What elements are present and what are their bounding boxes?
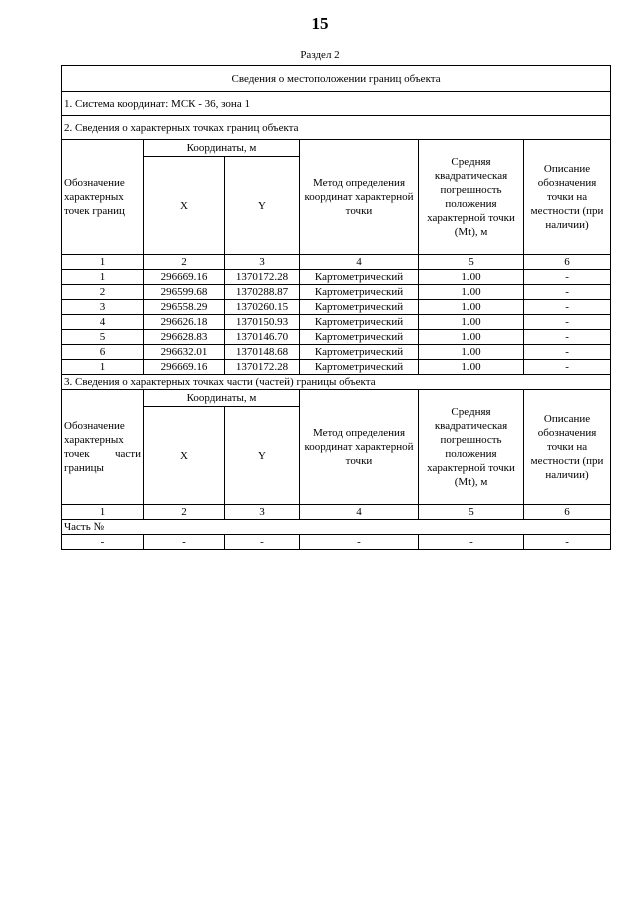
column-number: 1 — [62, 255, 144, 270]
accuracy: - — [419, 535, 524, 550]
method: Картометрический — [300, 330, 419, 345]
description: - — [524, 535, 611, 550]
header-accuracy: Средняя квадратическая погрешность положения характерной точки (Mt), м — [419, 390, 524, 505]
method: Картометрический — [300, 285, 419, 300]
accuracy: 1.00 — [419, 270, 524, 285]
point-id: 3 — [62, 300, 144, 315]
header-designation: Обозначение характерных точек границ — [62, 140, 144, 255]
section3-header-row — [62, 390, 611, 407]
section2-column-numbers — [62, 255, 611, 270]
boundary-table — [61, 65, 611, 550]
section3-title-row — [62, 375, 611, 390]
coord-x: 296669.16 — [144, 360, 225, 375]
header-x: X — [144, 407, 225, 505]
description: - — [524, 330, 611, 345]
header-method: Метод определения координат характерной точки — [300, 390, 419, 505]
coord-x: - — [144, 535, 225, 550]
table-row — [62, 315, 611, 330]
table-title: Сведения о местоположении границ объекта — [62, 66, 611, 92]
method: Картометрический — [300, 300, 419, 315]
description: - — [524, 285, 611, 300]
coord-x: 296669.16 — [144, 270, 225, 285]
method: Картометрический — [300, 315, 419, 330]
table-row — [62, 300, 611, 315]
point-id: 6 — [62, 345, 144, 360]
part-row — [62, 520, 611, 535]
section2-header-row — [62, 140, 611, 157]
coord-y: 1370172.28 — [225, 270, 300, 285]
accuracy: 1.00 — [419, 330, 524, 345]
section2-title-row — [62, 116, 611, 140]
column-number: 4 — [300, 255, 419, 270]
header-accuracy: Средняя квадратическая погрешность положения характерной точки (Mt), м — [419, 140, 524, 255]
part-label: Часть № — [62, 520, 611, 535]
accuracy: 1.00 — [419, 315, 524, 330]
header-coords: Координаты, м — [144, 390, 300, 407]
accuracy: 1.00 — [419, 285, 524, 300]
accuracy: 1.00 — [419, 345, 524, 360]
coord-y: 1370172.28 — [225, 360, 300, 375]
description: - — [524, 360, 611, 375]
table-row — [62, 535, 611, 550]
point-id: 4 — [62, 315, 144, 330]
coord-y: - — [225, 535, 300, 550]
table-row — [62, 360, 611, 375]
section-label: Раздел 2 — [300, 49, 340, 61]
coord-y: 1370260.15 — [225, 300, 300, 315]
header-description: Описание обозначения точки на местности (при наличии) — [524, 140, 611, 255]
column-number: 4 — [300, 505, 419, 520]
column-number: 5 — [419, 505, 524, 520]
column-number: 2 — [144, 505, 225, 520]
point-id: 1 — [62, 270, 144, 285]
header-description: Описание обозначения точки на местности (при наличии) — [524, 390, 611, 505]
point-id: 1 — [62, 360, 144, 375]
column-number: 2 — [144, 255, 225, 270]
column-number: 5 — [419, 255, 524, 270]
method: - — [300, 535, 419, 550]
page-number: 15 — [311, 14, 329, 33]
section3-column-numbers — [62, 505, 611, 520]
method: Картометрический — [300, 345, 419, 360]
column-number: 3 — [225, 505, 300, 520]
description: - — [524, 300, 611, 315]
section2-title: 2. Сведения о характерных точках границ объекта — [62, 116, 611, 140]
header-designation: Обозначение характерных точек части границы — [62, 390, 144, 505]
accuracy: 1.00 — [419, 300, 524, 315]
method: Картометрический — [300, 270, 419, 285]
header-y: Y — [225, 157, 300, 255]
header-method: Метод определения координат характерной точки — [300, 140, 419, 255]
description: - — [524, 315, 611, 330]
coord-x: 296632.01 — [144, 345, 225, 360]
header-coords: Координаты, м — [144, 140, 300, 157]
table-row — [62, 270, 611, 285]
coord-y: 1370148.68 — [225, 345, 300, 360]
description: - — [524, 345, 611, 360]
coord-x: 296628.83 — [144, 330, 225, 345]
column-number: 3 — [225, 255, 300, 270]
coord-x: 296599.68 — [144, 285, 225, 300]
coord-x: 296558.29 — [144, 300, 225, 315]
table-row — [62, 330, 611, 345]
point-id: - — [62, 535, 144, 550]
column-number: 1 — [62, 505, 144, 520]
section3-title: 3. Сведения о характерных точках части (частей) границы объекта — [62, 375, 611, 390]
coordinate-system: 1. Система координат: МСК - 36, зона 1 — [62, 92, 611, 116]
column-number: 6 — [524, 505, 611, 520]
header-x: X — [144, 157, 225, 255]
column-number: 6 — [524, 255, 611, 270]
table-row — [62, 345, 611, 360]
accuracy: 1.00 — [419, 360, 524, 375]
coordinate-system-row — [62, 92, 611, 116]
coord-y: 1370146.70 — [225, 330, 300, 345]
description: - — [524, 270, 611, 285]
coord-y: 1370150.93 — [225, 315, 300, 330]
point-id: 5 — [62, 330, 144, 345]
point-id: 2 — [62, 285, 144, 300]
header-y: Y — [225, 407, 300, 505]
coord-y: 1370288.87 — [225, 285, 300, 300]
coord-x: 296626.18 — [144, 315, 225, 330]
table-title-row — [62, 66, 611, 92]
table-row — [62, 285, 611, 300]
method: Картометрический — [300, 360, 419, 375]
